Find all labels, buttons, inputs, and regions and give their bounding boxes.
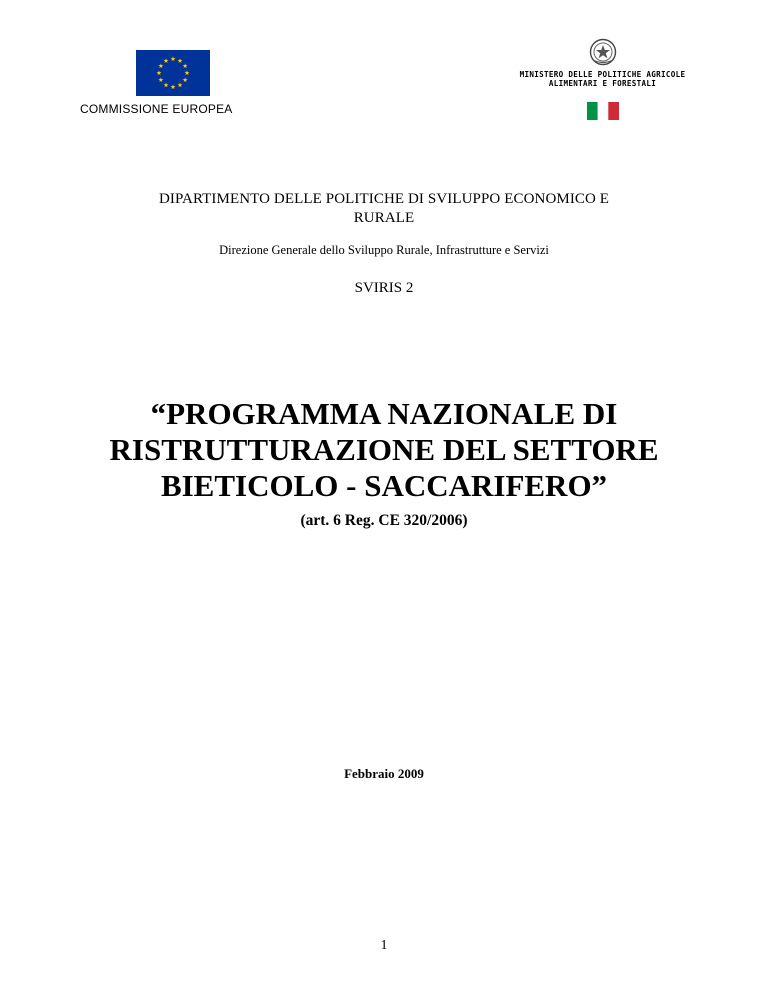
italian-flag-icon bbox=[587, 102, 619, 120]
eu-flag-icon bbox=[136, 50, 210, 96]
department-line2: RURALE bbox=[353, 210, 415, 226]
ministry-logo-block bbox=[470, 38, 735, 120]
eu-commission-label: COMMISSIONE EUROPEA bbox=[80, 102, 233, 116]
italian-republic-emblem-icon bbox=[589, 38, 617, 66]
title-line-1: “PROGRAMMA NAZIONALE DI bbox=[150, 396, 618, 431]
ministry-name-line2: ALIMENTARI E FORESTALI bbox=[548, 79, 657, 88]
directorate-heading: Direzione Generale dello Sviluppo Rurale, Infrastrutture e Servizi bbox=[219, 243, 549, 257]
document-title bbox=[60, 396, 708, 504]
eu-logo-block bbox=[80, 50, 275, 116]
office-code: SVIRIS 2 bbox=[354, 280, 414, 296]
title-line-3: BIETICOLO - SACCARIFERO” bbox=[160, 468, 608, 503]
document-date: Febbraio 2009 bbox=[344, 766, 424, 781]
document-subtitle: (art. 6 Reg. CE 320/2006) bbox=[300, 512, 468, 529]
title-line-2: RISTRUTTURAZIONE DEL SETTORE bbox=[109, 432, 659, 467]
department-heading bbox=[60, 190, 708, 228]
ministry-name-line1: MINISTERO DELLE POLITICHE AGRICOLE bbox=[519, 70, 686, 79]
page-number: 1 bbox=[380, 938, 388, 953]
department-line1: DIPARTIMENTO DELLE POLITICHE DI SVILUPPO ECONOMICO E bbox=[158, 191, 610, 207]
